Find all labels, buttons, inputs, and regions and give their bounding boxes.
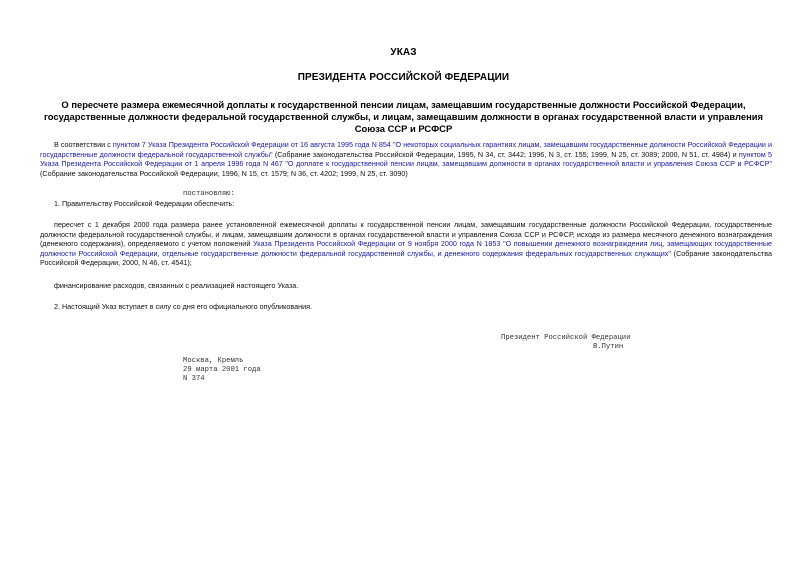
signatory-title: Президент Российской Федерации <box>501 334 631 342</box>
document-number: N 374 <box>183 375 205 383</box>
preamble-text-3: (Собрание законодательства Российской Федерации, 1996, N 15, ст. 1579; N 36, ст. 4202; 1999, N 25, ст. 3090) <box>40 168 408 178</box>
ruling-word: постановляю: <box>183 190 235 198</box>
recalculation-paragraph <box>40 220 772 268</box>
signing-date: 29 марта 2001 года <box>183 366 261 374</box>
preamble-paragraph <box>40 140 772 178</box>
preamble-text-2: (Собрание законодательства Российской Федерации, 1995, N 34, ст. 3442; 1996, N 3, ст. 155; 1999, N 25, ст. 3089; 2000, N 51, ст. 4984) и <box>272 149 739 159</box>
reference-link-decree-1853[interactable]: Указа Президента Российской Федерации от 9 ноября 2000 года N 1853 "О повышении денежного вознаграждения лиц, замещающих государственные должности Российской Федерации, отдельные государственные должности федеральной государственной службы, и денежного содержания федеральных государственных служащих" <box>40 239 772 258</box>
signing-place: Москва, Кремль <box>183 357 244 365</box>
issuer-heading: ПРЕЗИДЕНТА РОССИЙСКОЙ ФЕДЕРАЦИИ <box>297 72 510 83</box>
preamble-text-1: В соответствии с <box>54 140 113 149</box>
item-2: 2. Настоящий Указ вступает в силу со дня его официального опубликования. <box>54 302 313 311</box>
document-subject: О пересчете размера ежемесячной доплаты к государственной пенсии лицам, замещавшим государственные должности Российской Федерации, государственные должности федеральной государственной службы, и лицам, замещавшим должности в органах государственной власти и управления Союза ССР и РСФСР <box>44 99 763 134</box>
reference-link-decree-467[interactable]: пунктом 5 Указа Президента Российской Федерации от 1 апреля 1996 года N 467 "О доплате к государственной пенсии лицам, замещавшим должности в органах государственной власти и управления Союза ССР и РСФСР" <box>40 149 772 169</box>
signatory-name: В.Путин <box>593 343 624 351</box>
item-1: 1. Правительству Российской Федерации обеспечить: <box>54 199 235 208</box>
recalculation-text-2: (Собрание законодательства Российской Федерации, 2000, N 46, ст. 4541); <box>40 248 772 268</box>
financing-paragraph: финансирование расходов, связанных с реализацией настоящего Указа. <box>54 281 299 290</box>
recalculation-text-1: пересчет с 1 декабря 2000 года размера ранее установленной ежемесячной доплаты к государственной пенсии лицам, замещавшим государственные должности Российской Федерации, государственные должности федеральной государственной службы, и лицам, замещавшим должности в органах государственной власти и управления Союза ССР и РСФСР, исходя из размера месячного денежного вознаграждения (денежного содержания), определяемого с учетом положений <box>40 220 772 249</box>
document-type-heading: УКАЗ <box>390 47 417 58</box>
reference-link-decree-854[interactable]: пунктом 7 Указа Президента Российской Федерации от 16 августа 1995 года N 854 "О некоторых социальных гарантиях лицам, замещавшим государственные должности Российской Федерации и государственные должности федеральной государственной службы" <box>40 140 772 159</box>
